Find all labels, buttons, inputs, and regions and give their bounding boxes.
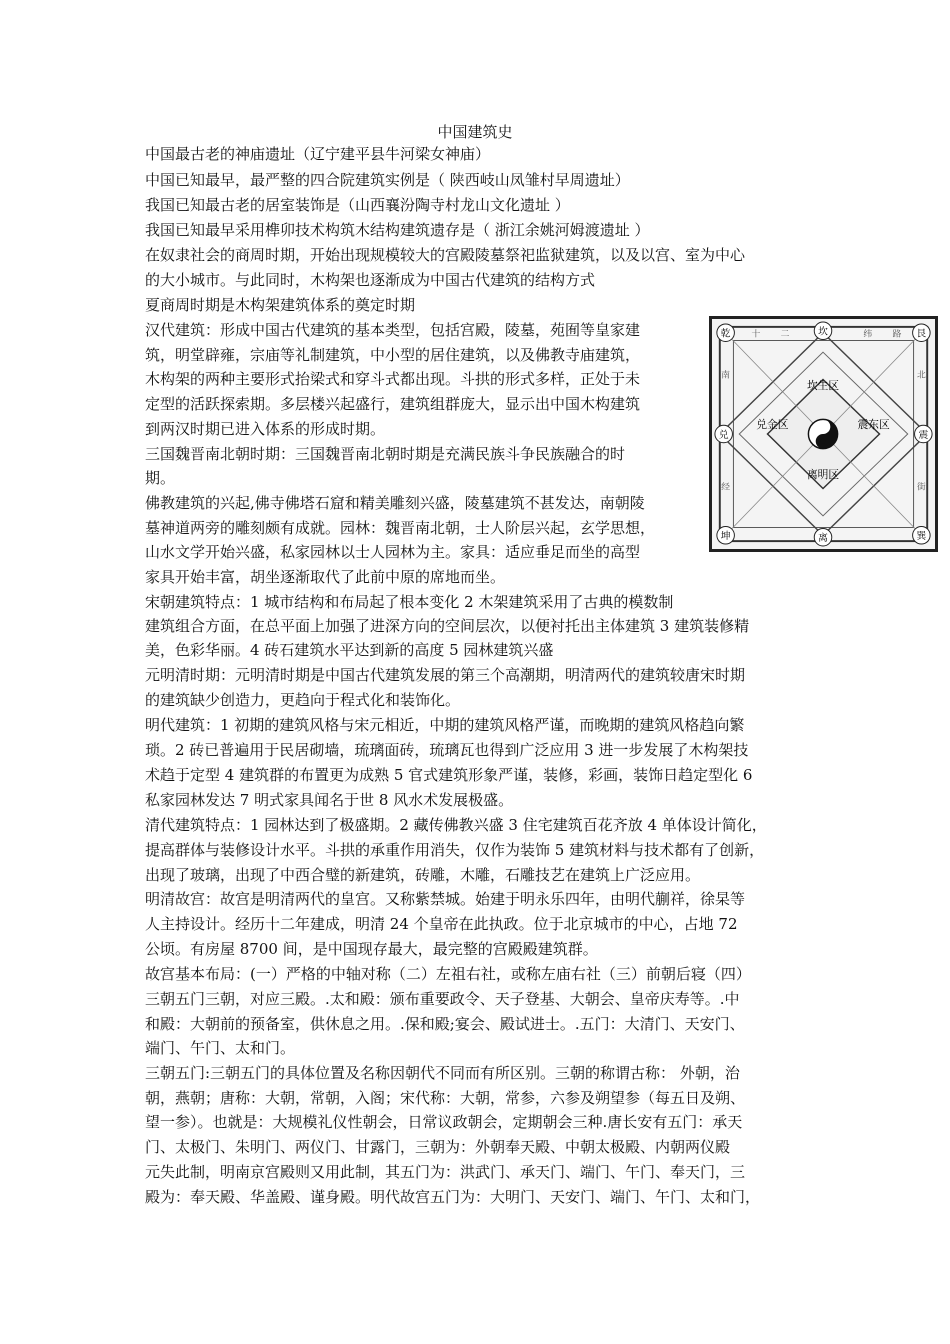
zone-label: 离明区 — [806, 467, 840, 481]
street-word: 北 — [916, 370, 926, 381]
text-line: 门、太极门、朱明门、两仪门、甘露门，三朝为：外朝奉天殿、中朝太极殿、内朝两仪殿 — [145, 1138, 731, 1156]
text-line: 期。 — [145, 469, 176, 487]
text-line: 琐。2 砖已普遍用于民居砌墙，琉璃面砖，琉璃瓦也得到广泛应用 3 进一步发展了木构架技 — [145, 741, 749, 759]
text-line: 夏商周时期是木构架建筑体系的奠定时期 — [145, 296, 416, 314]
corner-label: 巽 — [916, 531, 927, 543]
text-line: 三朝五门:三朝五门的具体位置及名称因朝代不同而有所区别。三朝的称谓古称： 外朝，治 — [145, 1064, 740, 1082]
corner-label: 兑 — [718, 429, 729, 441]
corner-label: 乾 — [720, 328, 731, 340]
text-line: 在奴隶社会的商周时期，开始出现规模较大的宫殿陵墓祭祀监狱建筑，以及以宫、室为中心 — [145, 246, 746, 264]
text-line: 我国已知最古老的居室装饰是（山西襄汾陶寺村龙山文化遗址 ） — [145, 196, 570, 214]
text-line: 和殿：大朝前的预备室，供休息之用。.保和殿;宴会、殿试进士。.五门：大清门、天安门、 — [145, 1015, 745, 1033]
text-line: 木构架的两种主要形式抬梁式和穿斗式都出现。斗拱的形式多样，正处于未 — [145, 370, 641, 388]
street-word: 纬 — [863, 329, 873, 340]
text-line: 筑，明堂辟雍，宗庙等礼制建筑，中小型的居住建筑，以及佛教寺庙建筑， — [145, 346, 641, 364]
text-line: 佛教建筑的兴起,佛寺佛塔石窟和精美雕刻兴盛，陵墓建筑不甚发达，南朝陵 — [145, 494, 645, 512]
text-line: 元明清时期：元明清时期是中国古代建筑发展的第三个高潮期，明清两代的建筑较唐宋时期 — [145, 666, 746, 684]
corner-label: 艮 — [916, 328, 927, 340]
page-title: 中国建筑史 — [437, 123, 513, 141]
text-line: 中国已知最早，最严整的四合院建筑实例是（ 陕西岐山凤雏村早周遗址） — [145, 171, 630, 189]
text-line: 中国最古老的神庙遗址（辽宁建平县牛河梁女神庙） — [145, 145, 491, 163]
text-line: 提高群体与装修设计水平。斗拱的承重作用消失，仅作为装饰 5 建筑材料与技术都有了创新， — [145, 841, 765, 859]
text-line: 人主持设计。经历十二年建成，明清 24 个皇帝在此执政。位于北京城市的中心，占地 72 — [145, 915, 738, 933]
text-line: 的大小城市。与此同时，木构架也逐渐成为中国古代建筑的结构方式 — [145, 271, 596, 289]
text-line: 公顷。有房屋 8700 间，是中国现存最大，最完整的宫殿殿建筑群。 — [145, 940, 598, 958]
text-line: 私家园林发达 7 明式家具闻名于世 8 风水术发展极盛。 — [145, 791, 514, 809]
corner-label: 离 — [818, 533, 828, 545]
text-line: 明代建筑：1 初期的建筑风格与宋元相近，中期的建筑风格严谨，而晚期的建筑风格趋向繁 — [145, 716, 745, 734]
street-word: 二 — [780, 329, 790, 340]
text-line: 出现了玻璃，出现了中西合璧的新建筑，砖雕，木雕，石雕技艺在建筑上广泛应用。 — [145, 866, 701, 884]
text-line: 建筑组合方面，在总平面上加强了进深方向的空间层次，以便衬托出主体建筑 3 建筑装修精 — [145, 617, 750, 635]
text-line: 我国已知最早采用榫卯技术构筑木结构建筑遗存是（ 浙江余姚河姆渡遗址 ） — [145, 221, 650, 239]
text-line: 山水文学开始兴盛，私家园林以士人园林为主。家具：适应垂足而坐的高型 — [145, 543, 641, 561]
text-line: 清代建筑特点：1 园林达到了极盛期。2 藏传佛教兴盛 3 住宅建筑百花齐放 4 单体设计简化， — [145, 816, 767, 834]
text-line: 的建筑缺少创造力，更趋向于程式化和装饰化。 — [145, 691, 461, 709]
text-line: 术趋于定型 4 建筑群的布置更为成熟 5 官式建筑形象严谨，装修，彩画，装饰日趋定型化 6 — [145, 766, 753, 784]
text-line: 朝，燕朝；唐称：大朝，常朝，入阁；宋代称：大朝，常参，六参及朔望参（每五日及朔、 — [145, 1089, 746, 1107]
text-line: 美，色彩华丽。4 砖石建筑水平达到新的高度 5 园林建筑兴盛 — [145, 641, 554, 659]
text-line: 到两汉时期已进入体系的形成时期。 — [145, 420, 386, 438]
text-line: 汉代建筑：形成中国古代建筑的基本类型，包括宫殿，陵墓，苑囿等皇家建 — [145, 321, 641, 339]
city-plan-figure — [709, 316, 938, 552]
street-word: 街 — [916, 482, 926, 493]
corner-label: 坎 — [818, 326, 828, 338]
corner-label: 震 — [918, 429, 929, 441]
city-plan-svg — [712, 319, 935, 549]
text-line: 三朝五门三朝，对应三殿。.太和殿：颁布重要政令、天子登基、大朝会、皇帝庆寿等。.中 — [145, 990, 740, 1008]
text-line: 明清故宫：故宫是明清两代的皇宫。又称紫禁城。始建于明永乐四年，由明代蒯祥，徐杲等 — [145, 890, 746, 908]
street-word: 十 — [751, 329, 761, 340]
text-line: 望一参）。也就是：大规模礼仪性朝会，日常议政朝会，定期朝会三种.唐长安有五门：承天 — [145, 1113, 743, 1131]
text-line: 宋朝建筑特点：1 城市结构和布局起了根本变化 2 木架建筑采用了古典的模数制 — [145, 593, 674, 611]
yin-yang-icon — [808, 419, 837, 448]
text-line: 家具开始丰富，胡坐逐渐取代了此前中原的席地而坐。 — [145, 568, 506, 586]
text-line: 定型的活跃探索期。多层楼兴起盛行，建筑组群庞大，显示出中国木构建筑 — [145, 395, 641, 413]
street-word: 经 — [721, 482, 731, 493]
corner-label: 坤 — [720, 531, 731, 543]
street-word: 南 — [721, 370, 731, 381]
text-line: 元失此制，明南京宫殿则又用此制，其五门为：洪武门、承天门、端门、午门、奉天门，三 — [145, 1163, 746, 1181]
zone-label: 兑金区 — [756, 418, 789, 432]
text-line: 墓神道两旁的雕刻颇有成就。园林：魏晋南北朝，士人阶层兴起，玄学思想， — [145, 519, 656, 537]
zone-label: 坎生区 — [806, 379, 840, 393]
text-line: 端门、午门、太和门。 — [145, 1039, 296, 1057]
zone-label: 震东区 — [857, 418, 890, 432]
street-word: 路 — [892, 329, 902, 340]
text-line: 故宫基本布局：(一）严格的中轴对称（二）左祖右社，或称左庙右社（三）前朝后寝（四） — [145, 965, 751, 983]
text-line: 殿为：奉天殿、华盖殿、谨身殿。明代故宫五门为：大明门、天安门、端门、午门、太和门， — [145, 1188, 761, 1206]
text-line: 三国魏晋南北朝时期：三国魏晋南北朝时期是充满民族斗争民族融合的时 — [145, 445, 626, 463]
